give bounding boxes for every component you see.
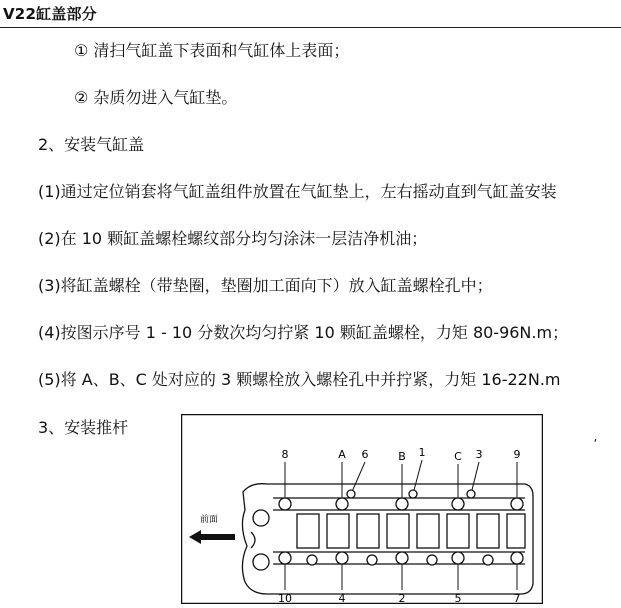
cell-7 bbox=[477, 514, 499, 548]
cell-1 bbox=[297, 514, 319, 548]
step-2: (2)在 10 颗缸盖螺栓螺纹部分均匀涂沫一层洁净机油； bbox=[38, 229, 428, 248]
end-curve bbox=[251, 532, 255, 548]
cell-8 bbox=[507, 514, 525, 548]
substep-1: ① 清扫气缸盖下表面和气缸体上表面； bbox=[74, 41, 350, 60]
bolt-1 bbox=[409, 490, 417, 498]
substep-2: ② 杂质勿进入气缸垫。 bbox=[74, 88, 238, 107]
diagram-svg bbox=[181, 414, 543, 604]
label-5: 5 bbox=[454, 592, 462, 604]
diagram-frame bbox=[182, 415, 543, 604]
bolt-extra-2 bbox=[367, 555, 377, 565]
leader-3 bbox=[471, 462, 479, 494]
bolt-C bbox=[452, 498, 464, 510]
bolt-9 bbox=[511, 498, 523, 510]
cell-3 bbox=[357, 514, 379, 548]
cell-4 bbox=[387, 514, 409, 548]
bolt-10 bbox=[279, 552, 291, 564]
stray-mark: ⸴ bbox=[594, 431, 598, 445]
bolt-6 bbox=[347, 490, 355, 498]
leader-6 bbox=[351, 462, 365, 494]
bolt-3 bbox=[467, 490, 475, 498]
cylinder-head-diagram bbox=[181, 414, 543, 604]
step-3: (3)将缸盖螺栓（带垫圈，垫圈加工面向下）放入缸盖螺栓孔中； bbox=[38, 276, 493, 295]
cell-6 bbox=[447, 514, 469, 548]
cell-2 bbox=[327, 514, 349, 548]
label-10: 10 bbox=[278, 592, 292, 604]
bolt-extra-1 bbox=[307, 555, 317, 565]
cell-5 bbox=[417, 514, 439, 548]
label-B: B bbox=[398, 450, 406, 463]
bolt-8 bbox=[279, 498, 291, 510]
bolt-B bbox=[396, 498, 408, 510]
label-7: 7 bbox=[513, 592, 521, 604]
label-4: 4 bbox=[338, 592, 346, 604]
bolt-extra-3 bbox=[427, 555, 437, 565]
label-C: C bbox=[454, 450, 462, 463]
bolt-4 bbox=[336, 552, 348, 564]
bolt-5 bbox=[452, 552, 464, 564]
leader-1 bbox=[413, 460, 422, 494]
label-6: 6 bbox=[361, 448, 369, 461]
label-2: 2 bbox=[398, 592, 406, 604]
front-arrow-icon bbox=[189, 530, 235, 544]
step-1: (1)通过定位销套将气缸盖组件放置在气缸垫上，左右摇动直到气缸盖安装 bbox=[38, 182, 557, 201]
page-header bbox=[0, 0, 621, 28]
front-label: 前面 bbox=[199, 515, 219, 525]
label-9: 9 bbox=[513, 448, 521, 461]
bolt-7 bbox=[511, 552, 523, 564]
step-5: (5)将 A、B、C 处对应的 3 颗螺栓放入螺栓孔中并拧紧，力矩 16-22N.m bbox=[38, 370, 561, 389]
end-hole-upper bbox=[253, 510, 269, 526]
bolt-2 bbox=[396, 552, 408, 564]
end-hole-lower bbox=[253, 554, 269, 570]
bolt-A bbox=[336, 498, 348, 510]
label-8: 8 bbox=[281, 448, 289, 461]
label-3: 3 bbox=[475, 448, 483, 461]
step-4: (4)按图示序号 1 - 10 分数次均匀拧紧 10 颗缸盖螺栓，力矩 80-96N.m； bbox=[38, 323, 569, 342]
bolt-extra-4 bbox=[483, 555, 493, 565]
page-title: V22缸盖部分 bbox=[3, 5, 97, 23]
section-2-title: 2、安装气缸盖 bbox=[38, 135, 145, 154]
label-A: A bbox=[338, 448, 346, 461]
label-1: 1 bbox=[418, 446, 426, 459]
section-3-title: 3、安装推杆 bbox=[38, 418, 129, 437]
